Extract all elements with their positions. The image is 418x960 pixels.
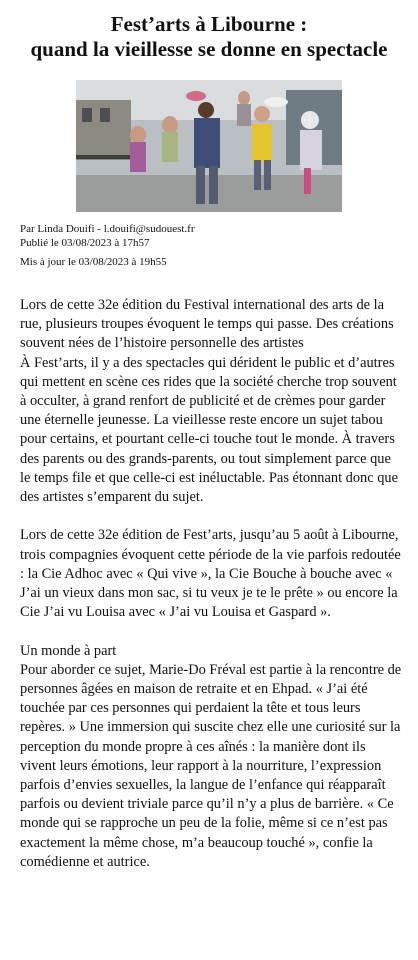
body-paragraph: Lors de cette 32e édition de Fest’arts, jusqu’au 5 août à Libourne, trois compagnies évoquent cette période de la vie parfois redoutée : la Cie Adhoc avec « Qui vive », la Cie Bouche à bouche avec « J’ai un vieux dans mon sac, si tu veux je te le prête » ou encore la Cie J’ai vu Louisa avec « J’ai vu Louisa et Gaspard ».	[20, 527, 401, 621]
article-photo	[76, 80, 342, 212]
article-byline	[20, 222, 195, 269]
article-title	[0, 12, 418, 62]
body-paragraph: Pour aborder ce sujet, Marie-Do Fréval est partie à la rencontre de personnes âgées en maison de retraite et en Ehpad. « J’ai été touchée par ces personnes qui perdaient la tête et tous leurs repères. » Une immersion qui suscite chez elle une curiosité sur la perception du monde propre à ces aînés : la manière dont ils vivent leurs émotions, leur rapport à la nourriture, l’expression parfois d’envies sexuelles, la langue de l’enfance qui réapparaît parfois ou devient triviale parce qu’il n’y a plus de barrière. « Ce monde qui se rapproche un peu de la folie, même si ce n’est pas exactement la même chose, m’a beaucoup touché », confie la comédienne et autrice.	[20, 661, 402, 870]
section-heading: Un monde à part	[20, 642, 117, 659]
body-paragraph: À Fest’arts, il y a des spectacles qui dérident le public et d’autres qui mettent en scène ces rides que la société cherche trop souvent à occulter, à grand renfort de publicité et de crèmes pour garder une éternelle jeunesse. La vieillesse reste encore un sujet tabou pour certains, et pourtant celle-ci touche tout le monde. À travers des parents ou des grands-parents, ou tout simplement parce que le temps file et que celle-ci est inéluctable. Pas étonnant donc que des artistes s’emparent du sujet.	[20, 354, 399, 506]
article-body	[20, 296, 404, 872]
updated-date: Mis à jour le 03/08/2023 à 19h55	[20, 256, 167, 268]
title-line-2: quand la vieillesse se donne en spectacle	[30, 37, 388, 61]
paragraph-spacer	[20, 507, 404, 526]
author-line: Par Linda Douifi - l.douifi@sudouest.fr	[20, 223, 195, 235]
lead-paragraph: Lors de cette 32e édition du Festival international des arts de la rue, plusieurs troupes évoquent le temps qui passe. Des créations souvent nées de l’histoire personnelle des artistes	[20, 297, 394, 352]
published-date: Publié le 03/08/2023 à 17h57	[20, 237, 150, 249]
title-line-1: Fest’arts à Libourne :	[110, 12, 308, 36]
paragraph-spacer	[20, 622, 404, 641]
